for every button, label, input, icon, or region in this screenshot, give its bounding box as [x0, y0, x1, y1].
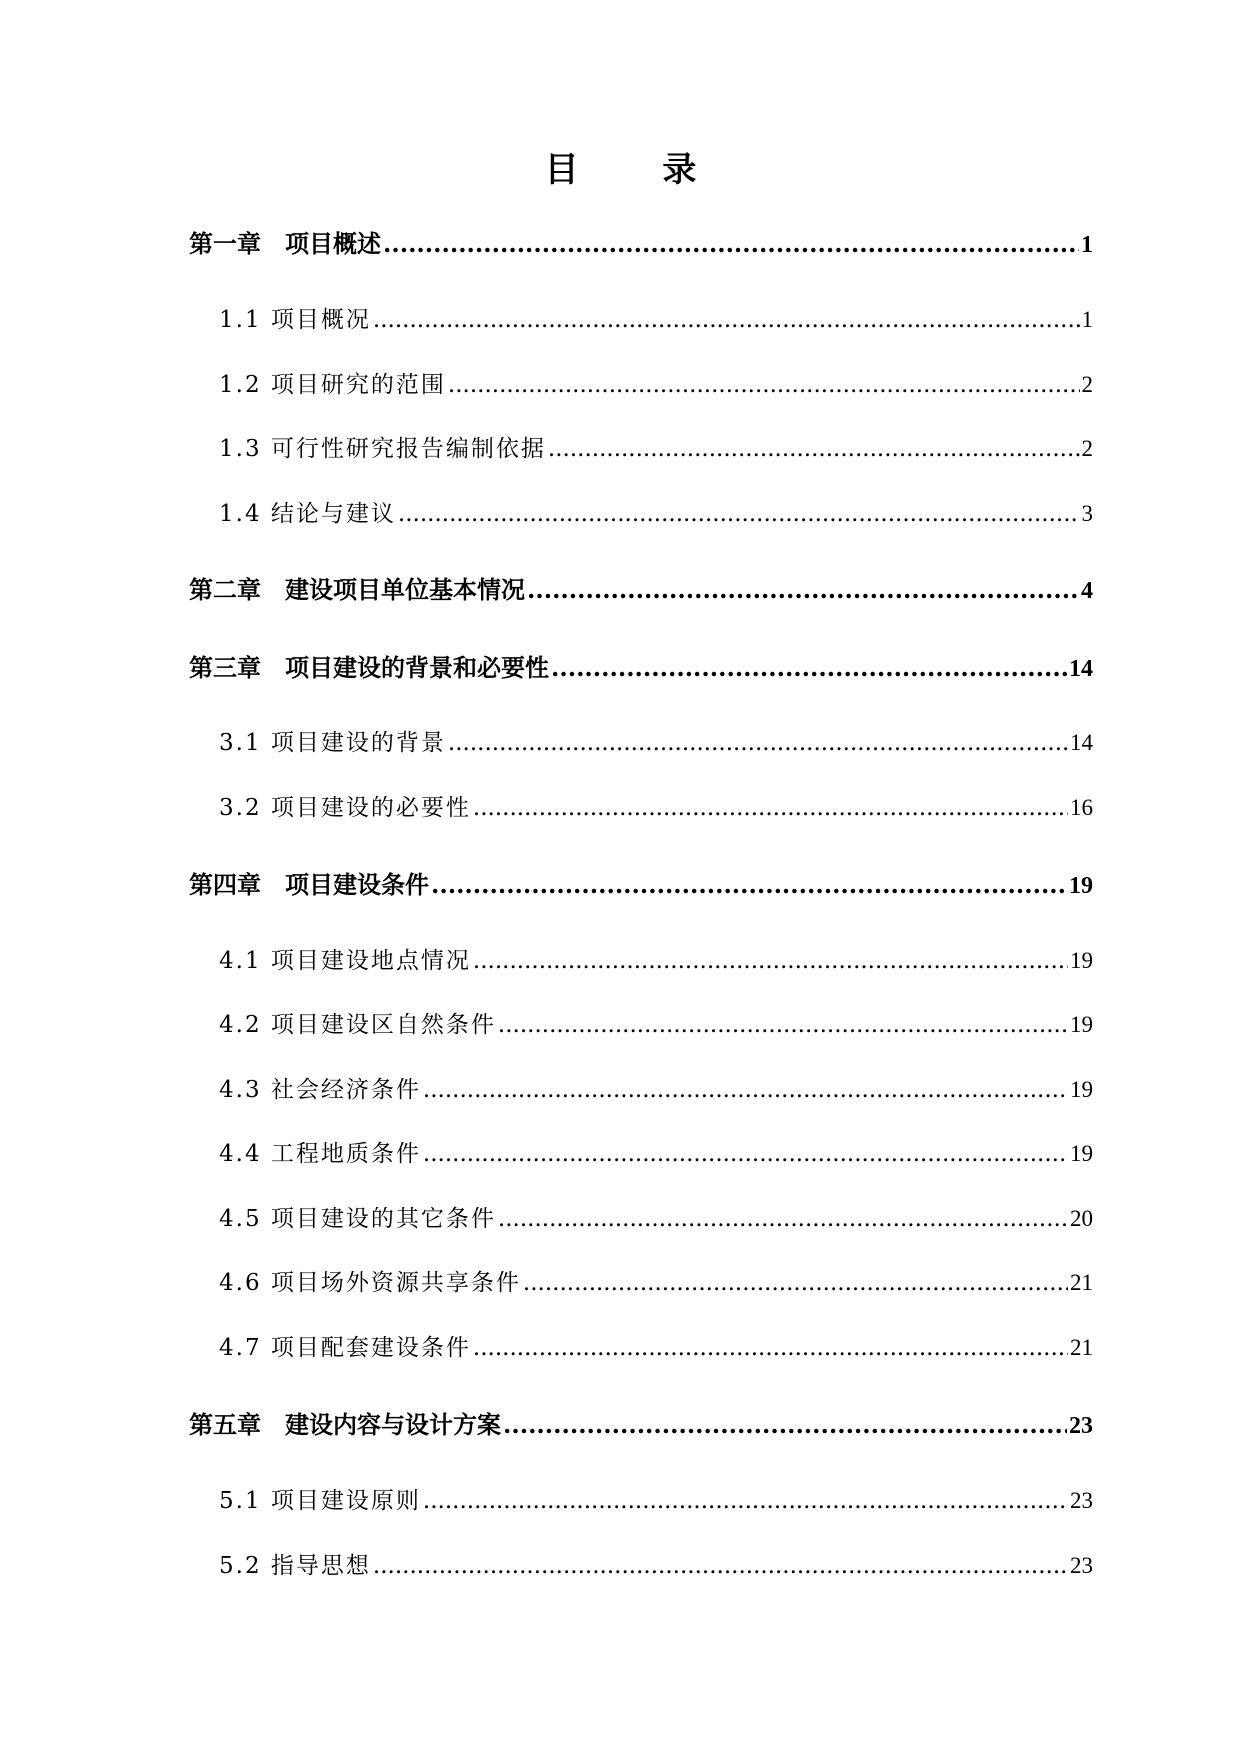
toc-entry-page: 3 [1081, 501, 1093, 526]
toc-entry-page: 14 [1069, 656, 1093, 682]
toc-entry-label: 4.2 项目建设区自然条件 [219, 1012, 496, 1038]
toc-entry-section-4-6[interactable] [219, 1263, 1093, 1303]
toc-dot-leader [473, 788, 1068, 828]
toc-entry-section-4-1[interactable] [219, 941, 1093, 981]
toc-dot-leader [473, 941, 1068, 981]
toc-entry-label: 第三章 项目建设的背景和必要性 [189, 653, 549, 682]
toc-dot-leader [431, 865, 1067, 905]
toc-entry-label: 1.4 结论与建议 [219, 501, 396, 527]
toc-entry-page: 23 [1070, 1488, 1093, 1513]
toc-dot-leader [373, 1546, 1068, 1586]
toc-dot-leader [473, 1328, 1068, 1368]
toc-entry-page: 19 [1070, 1012, 1093, 1037]
toc-entry-page: 2 [1081, 372, 1093, 397]
toc-entry-section-4-2[interactable] [219, 1005, 1093, 1045]
toc-entry-section-4-5[interactable] [219, 1199, 1093, 1239]
toc-entry-label: 4.3 社会经济条件 [219, 1077, 421, 1103]
toc-entry-section-5-2[interactable] [219, 1546, 1093, 1586]
toc-entry-chapter-4[interactable] [189, 865, 1093, 905]
toc-entry-section-3-2[interactable] [219, 788, 1093, 828]
toc-entry-page: 21 [1070, 1335, 1093, 1360]
toc-dot-leader [423, 1070, 1068, 1110]
toc-dot-leader [423, 1134, 1068, 1174]
toc-entry-label: 5.1 项目建设原则 [219, 1488, 421, 1514]
toc-dot-leader [423, 1481, 1068, 1521]
toc-entry-label: 4.7 项目配套建设条件 [219, 1335, 471, 1361]
toc-entry-section-4-4[interactable] [219, 1134, 1093, 1174]
toc-dot-leader [448, 365, 1080, 405]
toc-entry-page: 20 [1070, 1206, 1093, 1231]
toc-dot-leader [498, 1199, 1068, 1239]
toc-entry-page: 19 [1069, 873, 1093, 899]
toc-entry-section-5-1[interactable] [219, 1481, 1093, 1521]
toc-dot-leader [398, 494, 1080, 534]
toc-entry-label: 第一章 项目概述 [189, 229, 381, 258]
toc-dot-leader [498, 1005, 1068, 1045]
toc-entry-page: 21 [1070, 1270, 1093, 1295]
toc-entry-page: 16 [1070, 795, 1093, 820]
toc-entry-section-3-1[interactable] [219, 723, 1093, 763]
toc-entry-section-1-2[interactable] [219, 365, 1093, 405]
toc-dot-leader [448, 723, 1068, 763]
toc-entry-label: 4.1 项目建设地点情况 [219, 948, 471, 974]
toc-entry-label: 1.3 可行性研究报告编制依据 [219, 436, 546, 462]
toc-entry-section-4-7[interactable] [219, 1328, 1093, 1368]
toc-entry-chapter-2[interactable] [189, 570, 1093, 610]
toc-entry-label: 第二章 建设项目单位基本情况 [189, 575, 525, 604]
toc-dot-leader [503, 1405, 1067, 1445]
toc-entry-page: 1 [1081, 307, 1093, 332]
toc-entry-page: 23 [1070, 1553, 1093, 1578]
toc-entry-chapter-5[interactable] [189, 1405, 1093, 1445]
toc-entry-page: 4 [1081, 578, 1093, 604]
toc-entry-label: 4.5 项目建设的其它条件 [219, 1206, 496, 1232]
toc-dot-leader [373, 300, 1080, 340]
toc-entry-page: 19 [1070, 1077, 1093, 1102]
toc-entry-page: 19 [1070, 948, 1093, 973]
toc-entry-page: 14 [1070, 730, 1093, 755]
toc-dot-leader [551, 648, 1067, 688]
toc-entry-label: 3.2 项目建设的必要性 [219, 795, 471, 821]
toc-entry-page: 2 [1081, 436, 1093, 461]
toc-dot-leader [548, 429, 1080, 469]
toc-entry-label: 第五章 建设内容与设计方案 [189, 1410, 501, 1439]
toc-entry-section-1-1[interactable] [219, 300, 1093, 340]
toc-entry-label: 4.4 工程地质条件 [219, 1141, 421, 1167]
toc-entry-label: 4.6 项目场外资源共享条件 [219, 1270, 521, 1296]
toc-entry-chapter-1[interactable] [189, 224, 1093, 264]
toc-entry-page: 19 [1070, 1141, 1093, 1166]
page-title: 目 录 [544, 150, 733, 190]
toc-entry-page: 23 [1069, 1413, 1093, 1439]
toc-entry-label: 1.2 项目研究的范围 [219, 372, 446, 398]
toc-entry-section-1-4[interactable] [219, 494, 1093, 534]
toc-dot-leader [523, 1263, 1068, 1303]
toc-entry-section-1-3[interactable] [219, 429, 1093, 469]
toc-entry-page: 1 [1081, 232, 1093, 258]
toc-entry-label: 1.1 项目概况 [219, 307, 371, 333]
toc-entry-label: 3.1 项目建设的背景 [219, 730, 446, 756]
toc-dot-leader [383, 224, 1079, 264]
toc-entry-label: 5.2 指导思想 [219, 1553, 371, 1579]
toc-entry-section-4-3[interactable] [219, 1070, 1093, 1110]
toc-dot-leader [527, 570, 1079, 610]
toc-entry-chapter-3[interactable] [189, 648, 1093, 688]
toc-entry-label: 第四章 项目建设条件 [189, 870, 429, 899]
